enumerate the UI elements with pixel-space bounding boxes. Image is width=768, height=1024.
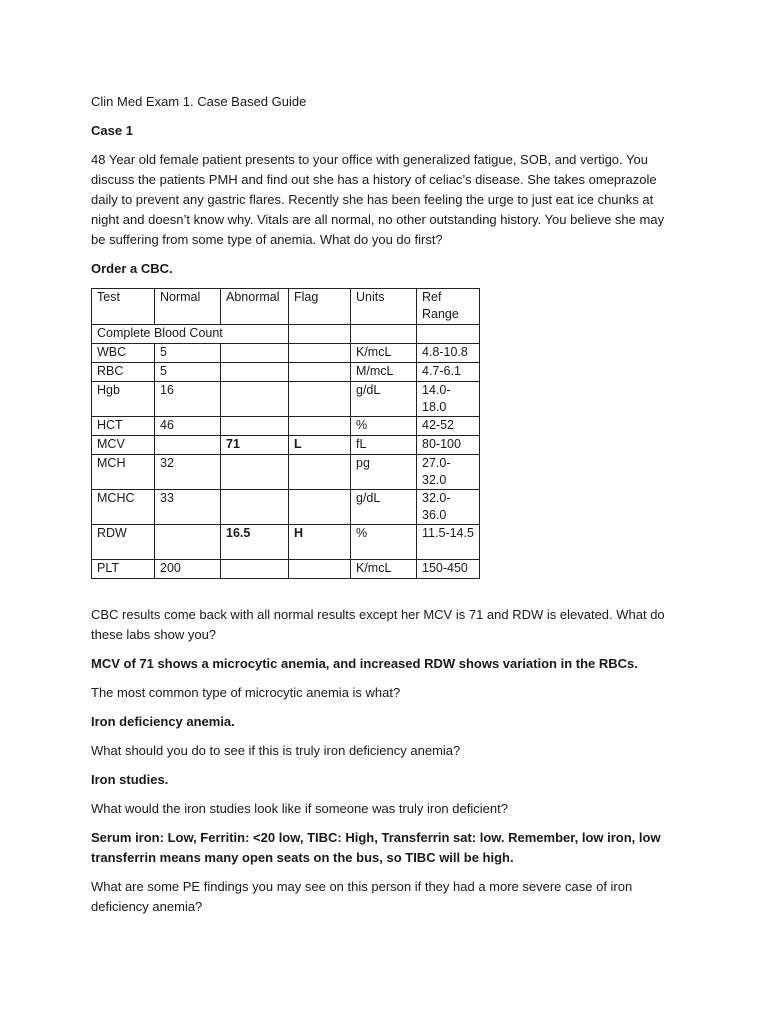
- question-confirm: What should you do to see if this is truly iron deficiency anemia?: [91, 743, 461, 758]
- table-row: [92, 525, 480, 560]
- cell-test: Hgb: [92, 382, 155, 417]
- document-title: Clin Med Exam 1. Case Based Guide: [91, 94, 307, 109]
- cell-test: MCV: [92, 436, 155, 455]
- cell-normal: [155, 525, 221, 560]
- header-units: Units: [351, 289, 417, 325]
- question-iron-studies: What would the iron studies look like if someone was truly iron deficient?: [91, 801, 508, 816]
- table-cell: [417, 325, 480, 344]
- cell-abnormal: [221, 417, 289, 436]
- cell-ref: 14.0-18.0: [417, 382, 480, 417]
- cell-ref: 4.7-6.1: [417, 363, 480, 382]
- cell-units: g/dL: [351, 490, 417, 525]
- cell-units: fL: [351, 436, 417, 455]
- header-test: Test: [92, 289, 155, 325]
- table-row: [92, 363, 480, 382]
- cell-flag: [289, 560, 351, 579]
- cell-flag: [289, 455, 351, 490]
- table-row: [92, 560, 480, 579]
- answer-common-type: Iron deficiency anemia.: [91, 714, 235, 729]
- table-row: [92, 417, 480, 436]
- cell-normal: 46: [155, 417, 221, 436]
- cell-units: pg: [351, 455, 417, 490]
- cell-flag: [289, 417, 351, 436]
- header-normal: Normal: [155, 289, 221, 325]
- cell-units: %: [351, 417, 417, 436]
- cell-abnormal: [221, 455, 289, 490]
- answer-confirm: Iron studies.: [91, 772, 169, 787]
- cell-abnormal: 16.5: [221, 525, 289, 560]
- cell-flag: H: [289, 525, 351, 560]
- cell-normal: 32: [155, 455, 221, 490]
- cell-normal: 16: [155, 382, 221, 417]
- answer-order-cbc: Order a CBC.: [91, 261, 173, 276]
- cell-normal: 5: [155, 363, 221, 382]
- cell-normal: 5: [155, 344, 221, 363]
- table-row: [92, 382, 480, 417]
- cell-ref: 80-100: [417, 436, 480, 455]
- header-flag: Flag: [289, 289, 351, 325]
- table-row: [92, 436, 480, 455]
- cell-ref: 150-450: [417, 560, 480, 579]
- cell-abnormal: [221, 363, 289, 382]
- cell-flag: [289, 344, 351, 363]
- cell-abnormal: [221, 560, 289, 579]
- table-cell: [351, 325, 417, 344]
- cell-flag: L: [289, 436, 351, 455]
- header-ref-range: Ref Range: [417, 289, 480, 325]
- section-label: Complete Blood Count: [92, 325, 289, 344]
- cell-flag: [289, 382, 351, 417]
- cell-abnormal: 71: [221, 436, 289, 455]
- cell-ref: 42-52: [417, 417, 480, 436]
- cell-units: g/dL: [351, 382, 417, 417]
- cell-test: PLT: [92, 560, 155, 579]
- case-intro: 48 Year old female patient presents to your office with generalized fatigue, SOB, and vertigo. You discuss the patients PMH and find out she has a history of celiac’s disease. She takes omeprazole daily to prevent any gastric flares. Recently she has been feeling the urge to just eat ice chunks at night and doesn’t know why. Vitals are all normal, no other outstanding history. You believe she may be suffering from some type of anemia. What do you do first?: [91, 152, 665, 247]
- cell-units: M/mcL: [351, 363, 417, 382]
- table-row: [92, 455, 480, 490]
- cell-flag: [289, 363, 351, 382]
- cell-abnormal: [221, 490, 289, 525]
- cell-ref: 27.0-32.0: [417, 455, 480, 490]
- cell-test: RBC: [92, 363, 155, 382]
- cbc-table-body: [92, 289, 480, 579]
- case-label: Case 1: [91, 123, 133, 138]
- cell-normal: [155, 436, 221, 455]
- header-abnormal: Abnormal: [221, 289, 289, 325]
- table-section-row: [92, 325, 480, 344]
- cell-normal: 200: [155, 560, 221, 579]
- cell-ref: 32.0-36.0: [417, 490, 480, 525]
- cell-flag: [289, 490, 351, 525]
- table-header-row: [92, 289, 480, 325]
- table-row: [92, 344, 480, 363]
- cell-units: K/mcL: [351, 344, 417, 363]
- cell-units: %: [351, 525, 417, 560]
- cell-ref: 4.8-10.8: [417, 344, 480, 363]
- cell-units: K/mcL: [351, 560, 417, 579]
- cell-ref: 11.5-14.5: [417, 525, 480, 560]
- cell-test: RDW: [92, 525, 155, 560]
- table-cell: [289, 325, 351, 344]
- cell-test: HCT: [92, 417, 155, 436]
- cell-abnormal: [221, 344, 289, 363]
- cell-test: WBC: [92, 344, 155, 363]
- answer-iron-studies: Serum iron: Low, Ferritin: <20 low, TIBC: High, Transferrin sat: low. Remember, low iron, low transferrin means many open seats on the bus, so TIBC will be high.: [91, 830, 661, 865]
- question-labs: CBC results come back with all normal results except her MCV is 71 and RDW is elevated. What do these labs show you?: [91, 607, 665, 642]
- question-common-type: The most common type of microcytic anemia is what?: [91, 685, 401, 700]
- cell-test: MCHC: [92, 490, 155, 525]
- question-pe-findings: What are some PE findings you may see on this person if they had a more severe case of iron deficiency anemia?: [91, 879, 633, 914]
- cbc-table: [91, 288, 480, 579]
- document-content: [91, 92, 681, 926]
- cell-abnormal: [221, 382, 289, 417]
- cell-test: MCH: [92, 455, 155, 490]
- answer-labs: MCV of 71 shows a microcytic anemia, and increased RDW shows variation in the RBCs.: [91, 656, 638, 671]
- cell-normal: 33: [155, 490, 221, 525]
- table-row: [92, 490, 480, 525]
